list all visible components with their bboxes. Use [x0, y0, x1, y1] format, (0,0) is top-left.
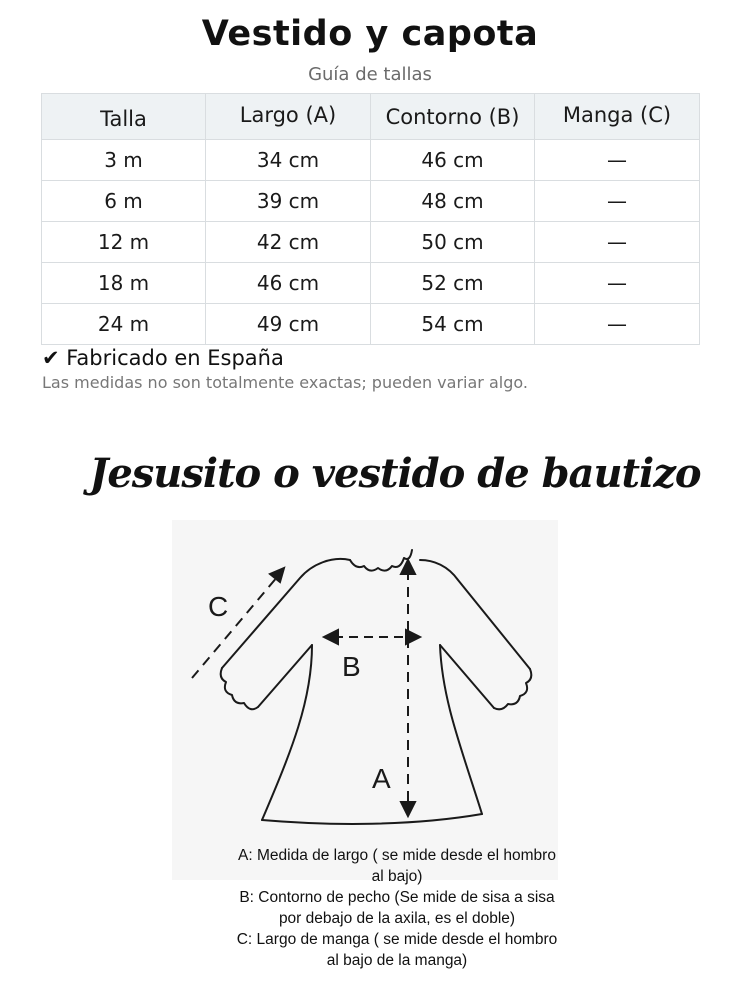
page-subtitle: Guía de tallas	[308, 64, 432, 85]
cell-contorno: 50 cm	[371, 222, 535, 263]
table-row	[42, 263, 700, 304]
column-header-largo: Largo (A)	[206, 94, 371, 140]
column-header-talla: Talla	[42, 94, 206, 140]
cell-largo: 46 cm	[206, 263, 371, 304]
legend-line: C: Largo de manga ( se mide desde el hombro	[236, 931, 558, 948]
left-body-side	[262, 645, 312, 820]
right-cuff	[494, 669, 531, 709]
cell-contorno: 48 cm	[371, 181, 535, 222]
cell-manga: —	[535, 263, 700, 304]
dress-outline	[222, 559, 350, 668]
right-sleeve-outer	[420, 560, 530, 669]
cell-talla: 24 m	[42, 304, 206, 345]
table-row	[42, 140, 700, 181]
diagram-title: Jesusito o vestido de bautizo	[89, 450, 701, 497]
measure-b-arrowhead-left	[324, 630, 338, 644]
table-row	[42, 304, 700, 345]
legend-line: al bajo)	[371, 868, 423, 885]
measure-a-arrowhead-bottom	[401, 802, 415, 816]
cell-largo: 49 cm	[206, 304, 371, 345]
cell-contorno: 54 cm	[371, 304, 535, 345]
column-header-contorno: Contorno (B)	[371, 94, 535, 140]
dress-hem	[262, 814, 482, 824]
cell-manga: —	[535, 140, 700, 181]
column-header-manga: Manga (C)	[535, 94, 700, 140]
made-in-spain-note: ✔ Fabricado en España	[42, 346, 284, 370]
cell-manga: —	[535, 181, 700, 222]
dress-collar	[350, 550, 412, 571]
cell-contorno: 52 cm	[371, 263, 535, 304]
legend-line: por debajo de la axila, es el doble)	[278, 910, 516, 927]
cell-talla: 3 m	[42, 140, 206, 181]
label-b: B	[342, 651, 361, 682]
cell-largo: 39 cm	[206, 181, 371, 222]
table-header-row	[42, 94, 700, 140]
left-sleeve-inner	[258, 645, 312, 707]
label-a: A	[372, 763, 391, 794]
page-title: Vestido y capota	[201, 14, 539, 54]
cell-manga: —	[535, 222, 700, 263]
cell-talla: 12 m	[42, 222, 206, 263]
left-cuff	[221, 668, 258, 709]
cell-talla: 6 m	[42, 181, 206, 222]
cell-contorno: 46 cm	[371, 140, 535, 181]
table-row	[42, 222, 700, 263]
measure-c-arrowhead	[270, 568, 284, 582]
cell-talla: 18 m	[42, 263, 206, 304]
measure-c-line	[192, 576, 278, 678]
cell-largo: 34 cm	[206, 140, 371, 181]
dress-measurement-diagram	[172, 520, 558, 850]
table-row	[42, 181, 700, 222]
diagram-legend	[222, 845, 572, 971]
size-table	[41, 93, 700, 345]
cell-largo: 42 cm	[206, 222, 371, 263]
legend-line: A: Medida de largo ( se mide desde el hombro	[238, 847, 556, 864]
measurement-disclaimer: Las medidas no son totalmente exactas; pueden variar algo.	[42, 373, 528, 392]
legend-line: al bajo de la manga)	[326, 952, 468, 969]
label-c: C	[208, 591, 229, 622]
cell-manga: —	[535, 304, 700, 345]
legend-line: B: Contorno de pecho (Se mide de sisa a sisa	[239, 889, 555, 906]
